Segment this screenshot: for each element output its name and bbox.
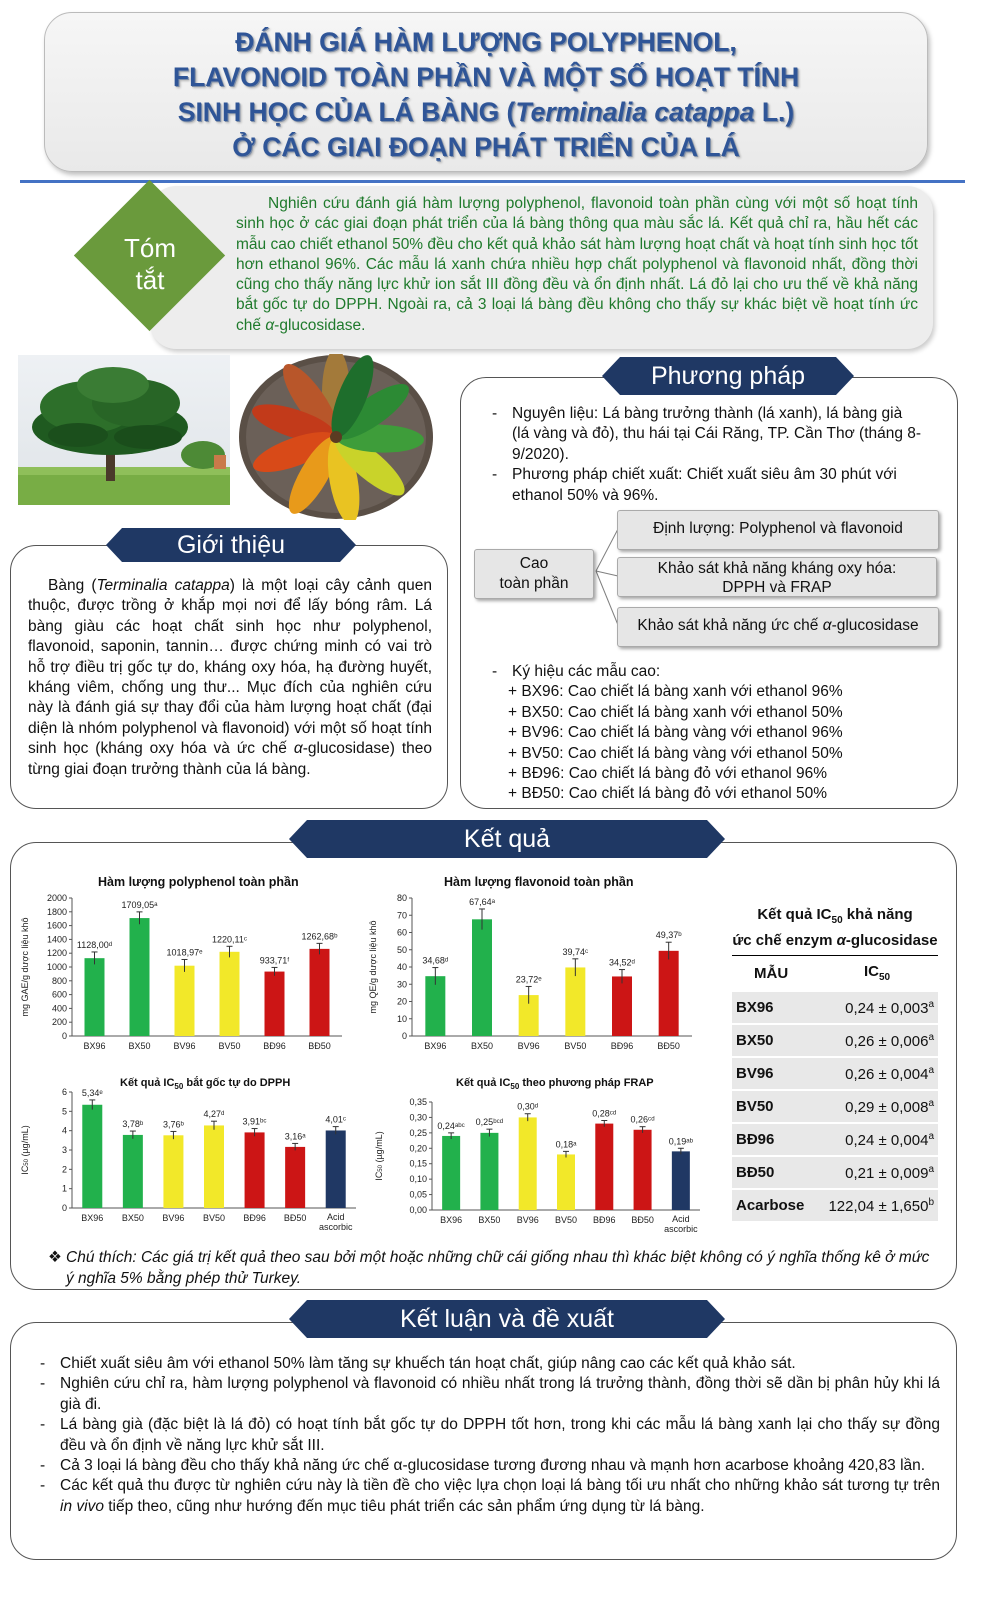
- y-tick-label: 6: [61, 1087, 67, 1097]
- leaves-photo: [238, 354, 434, 520]
- data-label: 34,52ᵈ: [609, 957, 635, 968]
- sample-item: + BX50: Cao chiết lá bàng xanh với ethanol 50%: [508, 703, 843, 721]
- samples-list: [492, 662, 932, 805]
- y-tick-label: 0,15: [409, 1158, 427, 1169]
- title-rule: [20, 180, 965, 183]
- y-tick-label: 1400: [46, 934, 67, 945]
- results-note: ❖ Chú thích: Các giá trị kết quả theo sau bởi một hoặc những chữ cái giống nhau thì khác biệt không có ý nghĩa thống kê ở mức ý nghĩa 5% bằng phép thử Turkey.: [48, 1249, 930, 1287]
- data-label: 0,24ᵃᵇᶜ: [437, 1120, 465, 1131]
- table-row: BĐ50 0,21 ± 0,009$^a$: [732, 1156, 938, 1189]
- chart-title: Hàm lượng flavonoid toàn phần: [444, 875, 634, 889]
- x-tick-label: BX96: [440, 1215, 463, 1225]
- ic50-table-title: Kết quả $IC_{50}$ khả năng ức chế enzym α-glucosidase: [732, 906, 938, 949]
- data-label: 0,18ᵃ: [555, 1139, 577, 1150]
- title-line-1: ĐÁNH GIÁ HÀM LƯỢNG POLYPHENOL,: [235, 27, 737, 57]
- results-heading: Kết quả: [463, 825, 551, 853]
- sample-item: + BX96: Cao chiết lá bàng xanh với ethanol 96%: [508, 683, 843, 701]
- y-tick-label: 1200: [46, 948, 67, 959]
- y-tick-label: 0: [61, 1031, 67, 1041]
- ic50-header-row: [732, 956, 938, 992]
- y-tick-label: 40: [396, 962, 407, 972]
- data-label: 49,37ᵇ: [655, 930, 682, 941]
- y-tick-label: 0: [61, 1203, 67, 1213]
- bar: [220, 952, 240, 1036]
- x-tick-label: BĐ50: [283, 1213, 307, 1223]
- y-axis-label: IC50 (µg/mL): [374, 1131, 384, 1181]
- sample-item: + BV96: Cao chiết lá bàng vàng với ethanol 96%: [508, 724, 843, 742]
- list-item: - Cả 3 loại lá bàng đều cho thấy khả năng ức chế α-glucosidase tương đương nhau và mạnh hơn acarbose khoảng 420,83 lần.: [40, 1457, 926, 1475]
- list-item: - Các kết quả thu được từ nghiên cứu này là tiền đề cho việc lựa chọn loại lá bàng tối ưu nhất cho những khảo sát tương tự trên in vivo tiếp theo, cũng như hướng đến mục tiêu phát triển các sản phẩm ứng dụng từ lá bàng.: [40, 1477, 940, 1515]
- x-tick-label: BV96: [173, 1041, 196, 1051]
- table-row: BV50 0,29 ± 0,008$^a$: [732, 1090, 938, 1123]
- y-tick-label: 0,25: [409, 1127, 427, 1138]
- x-tick-label: BV96: [162, 1213, 185, 1223]
- x-tick-label: BĐ50: [631, 1215, 654, 1225]
- abstract-text: Nghiên cứu đánh giá hàm lượng polyphenol, flavonoid toàn phần cùng với một số hoạt tính sinh học ở các giai đoạn phát triển của lá bàng thông qua màu sắc lá. Kết quả chỉ ra, hầu hết các mẫu cao chiết ethanol 50% đều cho kết quả khảo sát hàm lượng hoạt chất và hoạt tính sinh học tốt hơn ethanol 96%. Các mẫu lá xanh chứa nhiều hợp chất polyphenol và flavonoid nhất, đồng thời cũng cho thấy năng lực khử ion sắt III đồng đều và ổn định nhất. Lá đỏ lại cho ưu thế về khả năng bắt gốc tự do DPPH. Ngoài ra, cả 3 loại lá bàng đều không cho thấy sự khác biệt về hoạt tính ức chế α-glucosidase.: [236, 195, 918, 334]
- data-label: 5,34ᵉ: [81, 1087, 103, 1098]
- bar: [659, 951, 679, 1036]
- methods-bullets: [492, 404, 922, 506]
- y-tick-label: 2000: [46, 893, 67, 903]
- data-label: 1128,00ᵈ: [76, 939, 113, 950]
- y-tick-label: 0,35: [409, 1097, 427, 1107]
- x-tick-label: BĐ96: [263, 1041, 286, 1051]
- chart-dpph: [18, 1068, 368, 1246]
- bar: [472, 919, 492, 1036]
- x-tick-label: ascorbic: [664, 1224, 698, 1234]
- y-tick-label: 600: [51, 989, 67, 1000]
- list-item: - Lá bàng già (đặc biệt là lá đỏ) có hoạt tính bắt gốc tự do DPPH tốt hơn, trong khi các mẫu lá bàng xanh lại cho thấy sự đồng đều và ổn định về năng lực khử sắt III.: [40, 1416, 940, 1454]
- y-tick-label: 400: [51, 1003, 67, 1014]
- y-tick-label: 1600: [46, 920, 67, 931]
- bar: [480, 1133, 498, 1210]
- data-label: 67,64ᵃ: [469, 896, 495, 907]
- x-tick-label: BX50: [478, 1215, 501, 1225]
- table-row: BV96 0,26 ± 0,004$^a$: [732, 1057, 938, 1090]
- bar: [285, 1147, 305, 1208]
- y-tick-label: 2: [61, 1164, 67, 1175]
- data-label: 1018,97ᵉ: [166, 947, 203, 958]
- x-tick-label: BX96: [424, 1041, 447, 1051]
- y-tick-label: 20: [396, 996, 407, 1007]
- data-label: 0,25ᵇᶜᵈ: [475, 1117, 504, 1128]
- y-tick-label: 0,10: [409, 1174, 427, 1185]
- conclusion-list: [40, 1354, 940, 1517]
- data-label: 39,74ᶜ: [562, 946, 589, 957]
- data-label: 1262,68ᵇ: [301, 931, 338, 942]
- y-tick-label: 0,05: [409, 1189, 427, 1200]
- y-tick-label: 1000: [46, 962, 67, 972]
- y-tick-label: 4: [61, 1125, 67, 1136]
- bar: [557, 1154, 575, 1210]
- y-axis-label: IC50 (µg/mL): [20, 1125, 30, 1175]
- tree-photo: [18, 355, 230, 505]
- flow-target-antioxidant: Khảo sát khả năng kháng oxy hóa: DPPH và FRAP: [617, 557, 937, 597]
- bar: [634, 1130, 652, 1210]
- diamond-bullet-icon: ❖: [48, 1249, 62, 1266]
- bar: [130, 918, 150, 1036]
- data-label: 1709,05ᵃ: [121, 899, 158, 910]
- data-label: 0,19ᵃᵇ: [668, 1136, 693, 1147]
- title-line-2: FLAVONOID TOÀN PHẦN VÀ MỘT SỐ HOẠT TÍNH: [172, 62, 800, 92]
- bar: [326, 1130, 346, 1208]
- data-label: 0,30ᵈ: [517, 1101, 539, 1112]
- data-label: 3,16ᵃ: [284, 1131, 306, 1142]
- y-tick-label: 70: [396, 910, 407, 921]
- bar: [245, 1132, 265, 1208]
- data-label: 0,28ᶜᵈ: [592, 1108, 617, 1119]
- x-tick-label: BV50: [564, 1041, 587, 1051]
- x-tick-label: Acid: [326, 1212, 345, 1222]
- bar: [519, 1117, 537, 1210]
- y-tick-label: 800: [51, 975, 67, 986]
- sample-item: + BĐ50: Cao chiết lá bàng đỏ với ethanol 50%: [508, 785, 828, 803]
- bar: [310, 949, 330, 1036]
- x-tick-label: BX50: [121, 1213, 144, 1223]
- y-tick-label: 1800: [46, 906, 67, 917]
- data-label: 34,68ᵈ: [422, 955, 449, 966]
- y-axis-label: mg GAE/g dược liệu khô: [20, 917, 30, 1017]
- x-tick-label: BV96: [517, 1041, 540, 1051]
- bar: [442, 1136, 460, 1210]
- chart-frap: [370, 1068, 710, 1246]
- abstract-label: Tóm tắt: [124, 233, 176, 295]
- sample-item: + BV50: Cao chiết lá bàng vàng với ethanol 50%: [508, 744, 843, 762]
- y-tick-label: 0,20: [409, 1143, 427, 1154]
- list-item: - Chiết xuất siêu âm với ethanol 50% làm tăng sự khuếch tán hoạt chất, giúp nâng cao các kết quả khảo sát.: [40, 1355, 796, 1372]
- conclusion-heading: Kết luận và đề xuất: [399, 1305, 615, 1333]
- bar: [425, 976, 445, 1036]
- x-tick-label: BĐ50: [308, 1041, 331, 1051]
- table-row: BX96 0,24 ± 0,003$^a$: [732, 991, 938, 1024]
- x-tick-label: BĐ96: [610, 1041, 634, 1051]
- samples-title: - Ký hiệu các mẫu cao:: [492, 663, 661, 680]
- y-tick-label: 1: [61, 1183, 67, 1194]
- x-tick-label: ascorbic: [318, 1222, 353, 1232]
- chart-title: Kết quả $IC_{50}$ bắt gốc tự do DPPH: [120, 1077, 291, 1091]
- sample-item: + BĐ96: Cao chiết lá bàng đỏ với ethanol 96%: [508, 765, 828, 783]
- data-label: 4,01ᶜ: [325, 1114, 347, 1125]
- y-tick-label: 80: [396, 893, 407, 903]
- y-tick-label: 0,30: [409, 1112, 427, 1123]
- list-item: - Nghiên cứu chỉ ra, hàm lượng polyphenol và flavonoid có nhiều nhất trong lá trưởng thành, đồng thời sẽ dần bị phân hủy khi lá già đi.: [40, 1375, 940, 1413]
- bar: [85, 958, 105, 1036]
- intro-heading: Giới thiệu: [176, 531, 286, 559]
- table-row: Acarbose 122,04 ± 1,650$^b$: [732, 1189, 938, 1221]
- ic50-table: [732, 955, 938, 1221]
- x-tick-label: BĐ96: [593, 1215, 616, 1225]
- chart-title: Hàm lượng polyphenol toàn phần: [98, 875, 299, 889]
- methods-heading: Phương pháp: [650, 362, 806, 390]
- data-label: 4,27ᵈ: [203, 1109, 225, 1120]
- methods-bullet-1: - Nguyên liệu: Lá bàng trưởng thành (lá xanh), lá bàng già (lá vàng và đỏ), thu hái tại Cái Răng, TP. Cần Thơ (tháng 8-9/2020).: [492, 405, 922, 463]
- chart-polyphenol: [18, 868, 358, 1060]
- x-tick-label: BX50: [470, 1041, 494, 1051]
- data-label: 933,71ᶠ: [259, 955, 290, 966]
- chart-title: Kết quả $IC_{50}$ theo phương pháp FRAP: [456, 1077, 654, 1091]
- y-tick-label: 50: [396, 944, 407, 955]
- x-tick-label: BX96: [83, 1041, 106, 1051]
- flow-target-glucosidase: Khảo sát khả năng ức chế α-glucosidase: [617, 607, 939, 647]
- methods-bullet-2: - Phương pháp chiết xuất: Chiết xuất siêu âm 30 phút với ethanol 50% và 96%.: [492, 466, 897, 504]
- title-line-3: SINH HỌC CỦA LÁ BÀNG (Terminalia catappa L.): [177, 97, 795, 127]
- bar: [565, 967, 585, 1036]
- data-label: 3,76ᵇ: [162, 1119, 184, 1130]
- data-label: 23,72ᵉ: [515, 974, 542, 985]
- ic50-col-sample: MẪU: [732, 956, 816, 992]
- x-tick-label: BĐ96: [243, 1213, 266, 1223]
- bar: [163, 1135, 183, 1208]
- y-tick-label: 3: [61, 1145, 67, 1155]
- flow-target-quant: Định lượng: Polyphenol và flavonoid: [617, 510, 939, 550]
- x-tick-label: BV50: [218, 1041, 241, 1051]
- bar: [123, 1135, 143, 1208]
- bar: [265, 972, 285, 1036]
- table-row: BĐ96 0,24 ± 0,004$^a$: [732, 1123, 938, 1156]
- table-row: BX50 0,26 ± 0,006$^a$: [732, 1024, 938, 1057]
- data-label: 0,26ᶜᵈ: [630, 1114, 655, 1125]
- data-label: 3,78ᵇ: [122, 1119, 144, 1130]
- y-tick-label: 200: [51, 1017, 67, 1028]
- y-tick-label: 60: [396, 927, 407, 938]
- y-tick-label: 0: [401, 1031, 407, 1041]
- x-tick-label: BĐ50: [657, 1041, 680, 1051]
- data-label: 3,91ᵇᶜ: [242, 1116, 267, 1127]
- x-tick-label: BV50: [554, 1215, 578, 1225]
- flow-source-box: Cao toàn phần: [474, 549, 594, 599]
- x-tick-label: BX50: [128, 1041, 151, 1051]
- bar: [82, 1105, 102, 1208]
- title-box: [44, 12, 928, 172]
- y-axis-label: mg QE/g dược liệu khô: [368, 920, 378, 1014]
- y-tick-label: 0,00: [409, 1205, 427, 1215]
- bar: [175, 966, 195, 1036]
- x-tick-label: Acid: [672, 1214, 690, 1224]
- x-tick-label: BV96: [516, 1215, 539, 1225]
- x-tick-label: BV50: [202, 1213, 226, 1223]
- ic50-col-ic: $IC_{50}$: [816, 956, 938, 992]
- bar: [612, 976, 632, 1036]
- bar: [204, 1125, 224, 1208]
- title-line-4: Ở CÁC GIAI ĐOẠN PHÁT TRIỂN CỦA LÁ: [232, 132, 740, 162]
- bar: [595, 1124, 613, 1210]
- y-tick-label: 10: [396, 1013, 407, 1024]
- data-label: 1220,11ᶜ: [211, 934, 248, 945]
- intro-text: Bàng (Terminalia catappa) là một loại cây cảnh quen thuộc, được trồng ở khắp mọi nơi để lấy bóng râm. Lá bàng giàu các hoạt chất sinh học như polyphenol, flavonoid, saponin, tannin… được chứng minh có vai trò hỗ trợ điều trị gốc tự do, kháng oxy hóa, hạ đường huyết, kháng viêm, chống ung thư... Mục đích của nghiên cứu này là đánh giá sự thay đổi của hàm lượng hoạt chất (đại diện là nhóm polyphenol và flavonoid) với một số hoạt tính sinh học (kháng oxy hóa và ức chế α-glucosidase) theo từng giai đoạn trưởng thành của lá bàng.: [28, 577, 432, 778]
- y-tick-label: 5: [61, 1106, 67, 1117]
- y-tick-label: 30: [396, 979, 407, 990]
- chart-flavonoid: [366, 868, 706, 1060]
- x-tick-label: BX96: [81, 1213, 104, 1223]
- bar: [672, 1151, 690, 1210]
